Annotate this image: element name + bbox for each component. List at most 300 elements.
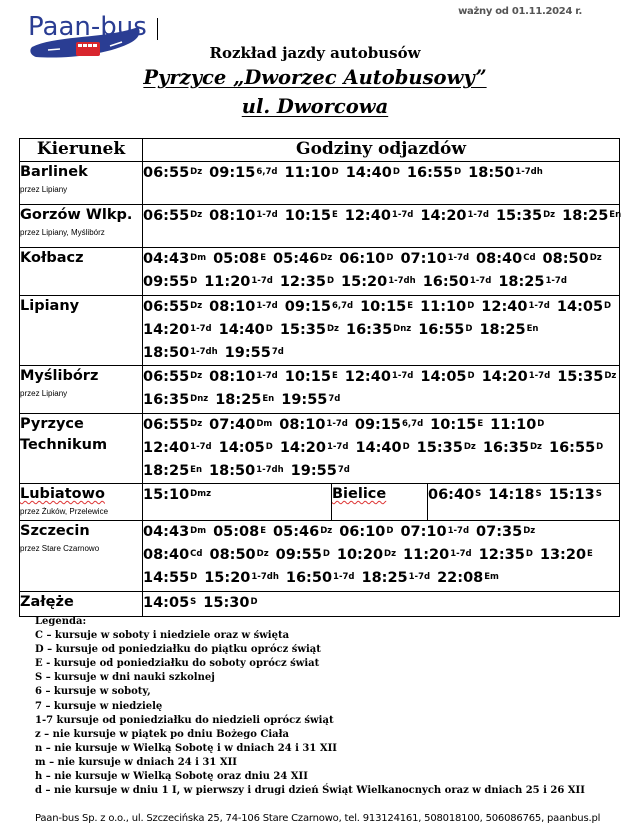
departure <box>143 271 197 294</box>
page-title: Rozkład jazdy autobusów <box>209 44 421 62</box>
departure <box>339 248 393 271</box>
departure-time: 18:25 <box>361 570 408 586</box>
departure <box>209 544 268 567</box>
departure-time: 15:30 <box>203 595 250 611</box>
station-name <box>0 66 630 89</box>
departure-code: Dz <box>190 167 203 177</box>
departure-code: D <box>190 572 198 582</box>
departure-code: D <box>250 597 258 607</box>
departure-code: 1-7d <box>326 442 349 452</box>
departure-code: 1-7dh <box>515 167 543 177</box>
direction-name-text: Lipiany <box>20 298 80 314</box>
departure-code: D <box>525 549 533 559</box>
departure-code: 1-7dh <box>251 572 279 582</box>
departure-code: Dz <box>589 253 602 263</box>
departure-time: 08:10 <box>209 299 256 315</box>
departure-code: E <box>331 371 338 381</box>
departure-code: En <box>262 394 275 404</box>
departure-time: 15:13 <box>548 487 595 503</box>
departure-time: 10:20 <box>336 547 384 563</box>
departure-code: 6,7d <box>256 167 278 177</box>
departure <box>203 592 257 615</box>
departure <box>286 567 355 590</box>
timetable-body <box>20 162 620 617</box>
table-row <box>20 162 620 205</box>
direction-name-text: Załęże <box>20 594 74 610</box>
departure <box>468 162 543 185</box>
departure-code: Cd <box>190 549 203 559</box>
station-name-text: Pyrzyce „Dworzec Autobusowy” <box>143 66 487 89</box>
direction-name-text: Pyrzyce <box>20 416 84 432</box>
times-line <box>143 437 619 460</box>
departure <box>420 366 474 389</box>
legend-item: n – nie kursuje w Wielką Sobotę i w dniach 24 i 31 XII <box>35 742 337 754</box>
departure-code: D <box>402 442 410 452</box>
legend-item: m – nie kursuje w dniach 24 i 31 XII <box>35 756 237 768</box>
departure-code: 7d <box>328 394 341 404</box>
direction-cell <box>20 484 143 521</box>
departure-time: 05:08 <box>213 251 260 267</box>
departure-code: D <box>465 324 473 334</box>
departure-time: 08:40 <box>476 251 523 267</box>
times-line <box>143 414 619 437</box>
departure-code: S <box>475 489 482 499</box>
departure <box>437 567 499 590</box>
departure-time: 04:43 <box>143 251 190 267</box>
times-cell <box>143 248 620 296</box>
departure-time: 12:35 <box>478 547 525 563</box>
legend-item: D – kursuje od poniedziałku do piątku oprócz świąt <box>35 644 321 656</box>
departure-time: 18:25 <box>498 274 545 290</box>
departure-code: 6,7d <box>402 419 424 429</box>
times-line <box>143 296 619 319</box>
departure <box>430 414 483 437</box>
departure <box>143 414 202 437</box>
departure-time: 06:55 <box>143 417 190 433</box>
departure-time: 18:25 <box>215 392 262 408</box>
departure-time: 16:50 <box>285 570 333 586</box>
direction-cell <box>20 162 143 205</box>
departure-code: 1-7d <box>251 276 273 286</box>
departure-code: 1-7d <box>528 371 551 381</box>
departure-code: E <box>260 253 267 263</box>
departure-time: 09:55 <box>275 547 322 563</box>
departure <box>481 296 550 319</box>
departure <box>280 271 334 294</box>
departure-code: Dz <box>384 549 397 559</box>
departure <box>476 521 535 544</box>
departure-time: 14:20 <box>279 440 326 456</box>
departure <box>400 248 469 271</box>
legend-item: 6 – kursuje w soboty, <box>35 686 151 698</box>
departure-time: 15:10 <box>143 487 190 503</box>
departure-time: 09:55 <box>143 274 190 290</box>
table-row <box>20 521 620 592</box>
direction-name <box>20 414 142 435</box>
legend-items <box>35 629 585 798</box>
departure <box>557 366 616 389</box>
departure-time: 11:10 <box>420 299 467 315</box>
departure <box>557 296 611 319</box>
direction-name <box>20 205 142 226</box>
departure-time: 18:25 <box>143 463 190 479</box>
departure-time: 09:15 <box>209 165 256 181</box>
table-row <box>20 592 620 617</box>
departure-code: E <box>587 549 593 559</box>
direction-name <box>20 248 142 269</box>
departure-time: 12:40 <box>481 299 528 315</box>
departure-time: 12:40 <box>344 208 391 224</box>
departure <box>339 521 393 544</box>
departure <box>483 437 542 460</box>
departure <box>285 205 338 228</box>
departure <box>423 271 492 294</box>
departure <box>361 567 430 590</box>
departure <box>209 296 278 319</box>
legend-item: E - kursuje od poniedziałku do soboty oprócz świat <box>35 658 320 670</box>
departure <box>209 205 278 228</box>
departure-time: 19:55 <box>281 392 328 408</box>
departure-time: 13:20 <box>539 547 587 563</box>
departure <box>562 205 621 228</box>
departure-time: 22:08 <box>437 570 484 586</box>
departure <box>291 460 350 483</box>
departure-time: 14:05 <box>420 369 467 385</box>
departure-time: 11:20 <box>204 274 251 290</box>
departure-time: 07:10 <box>400 251 447 267</box>
departure-code: 1-7d <box>391 371 414 381</box>
departure <box>143 567 197 590</box>
departure <box>209 414 272 437</box>
departure <box>280 319 339 342</box>
departure-time: 15:20 <box>204 570 251 586</box>
departure-code: 7d <box>271 347 284 357</box>
departure-code: Dz <box>543 210 556 220</box>
times-cell <box>143 484 332 521</box>
departure <box>143 460 202 483</box>
departure-time: 11:10 <box>284 165 331 181</box>
times-line <box>143 567 619 590</box>
departure <box>543 248 602 271</box>
departure-code: Dm <box>190 526 207 536</box>
departure-code: D <box>322 549 330 559</box>
departure-code: En <box>609 210 622 220</box>
departure <box>225 342 284 365</box>
departure <box>209 460 284 483</box>
direction-cell <box>332 484 428 521</box>
departure-time: 14:20 <box>143 322 190 338</box>
departure-time: 06:10 <box>339 524 386 540</box>
direction-via: przez Lipiany <box>20 389 68 398</box>
departure-time: 06:55 <box>143 208 190 224</box>
departure-code: E <box>331 210 338 220</box>
departure-code: Dz <box>190 371 203 381</box>
departure <box>346 162 400 185</box>
logo-text: Paan-bus <box>28 12 146 42</box>
table-row <box>20 484 620 521</box>
departure <box>482 366 551 389</box>
departure-code: Dz <box>523 526 536 536</box>
departure-code: 7d <box>337 465 350 475</box>
departure-code: E <box>477 419 484 429</box>
departure <box>273 248 332 271</box>
departure <box>549 484 602 507</box>
departure-time: 16:55 <box>549 440 596 456</box>
divider <box>157 18 158 40</box>
departure-time: 16:55 <box>406 165 454 181</box>
departure <box>213 521 266 544</box>
departure-time: 16:55 <box>418 322 465 338</box>
times-cell <box>143 592 620 617</box>
departure <box>143 296 202 319</box>
departure-code: Dz <box>326 324 339 334</box>
footer-contact: Paan-bus Sp. z o.o., ul. Szczecińska 25, 74-106 Stare Czarnowo, tel. 913124161, 508018100, 506086765, paanbus.pl <box>35 813 601 824</box>
departure-time: 08:10 <box>209 369 256 385</box>
departure-time: 15:20 <box>341 274 388 290</box>
departure-time: 05:46 <box>273 251 320 267</box>
departure-time: 15:35 <box>279 322 326 338</box>
departure-time: 09:15 <box>354 417 402 433</box>
departure <box>143 521 206 544</box>
departure-time: 18:25 <box>562 208 609 224</box>
departure-code: D <box>190 276 198 286</box>
departure-code: En <box>526 324 539 334</box>
departure-code: 1-7d <box>545 276 567 286</box>
direction-name-text: Kołbacz <box>20 250 84 266</box>
departure-code: Dz <box>463 442 476 452</box>
departure-time: 10:15 <box>284 208 331 224</box>
departure-time: 10:15 <box>284 369 331 385</box>
departure-code: Dz <box>320 253 333 263</box>
departure <box>476 248 535 271</box>
departure <box>360 296 413 319</box>
departure-code: Dz <box>190 210 203 220</box>
departure-time: 10:15 <box>360 299 407 315</box>
departure <box>403 544 472 567</box>
departure-time: 06:55 <box>143 299 190 315</box>
departure <box>428 484 481 507</box>
departure <box>143 592 196 615</box>
departure-code: D <box>604 301 612 311</box>
legend-item: C – kursuje w soboty i niedziele oraz w święta <box>35 630 290 642</box>
departure <box>213 248 266 271</box>
table-row <box>20 414 620 484</box>
departure-code: E <box>407 301 414 311</box>
valid-from: ważny od 01.11.2024 r. <box>458 6 582 17</box>
departure-time: 05:46 <box>273 524 320 540</box>
departure <box>488 484 541 507</box>
times-line <box>143 248 619 271</box>
times-line <box>143 544 619 567</box>
departure-code: Dz <box>256 549 269 559</box>
departure-code: Cd <box>523 253 536 263</box>
departure-time: 14:40 <box>218 322 265 338</box>
direction-via: przez Lipiany <box>20 185 68 194</box>
departure <box>479 544 533 567</box>
times-cell <box>143 296 620 366</box>
departure <box>276 544 330 567</box>
departure <box>490 414 544 437</box>
departure-time: 08:50 <box>209 547 256 563</box>
direction-name-text: Barlinek <box>20 164 88 180</box>
departure-code: S <box>535 489 542 499</box>
direction-name <box>20 162 142 183</box>
departure <box>280 437 349 460</box>
departure-time: 07:40 <box>209 417 256 433</box>
departure <box>204 567 279 590</box>
direction-name <box>20 296 142 317</box>
departure-time: 12:35 <box>279 274 326 290</box>
departure-time: 08:50 <box>542 251 589 267</box>
table-header <box>20 139 620 162</box>
times-line <box>143 389 619 412</box>
departure-code: Dnz <box>190 394 209 404</box>
departure-code: 1-7d <box>447 526 470 536</box>
departure-time: 14:05 <box>143 595 190 611</box>
departure-time: 18:50 <box>143 345 190 361</box>
departure <box>143 319 212 342</box>
col-direction-header: Kierunek <box>20 139 143 162</box>
departure-code: 1-7d <box>467 210 489 220</box>
departure <box>407 162 461 185</box>
departure-time: 06:55 <box>143 369 190 385</box>
legend <box>35 615 585 798</box>
departure-time: 08:40 <box>143 547 190 563</box>
departure <box>204 271 273 294</box>
departure-time: 16:35 <box>143 392 190 408</box>
departure-time: 05:08 <box>213 524 260 540</box>
street-name <box>0 95 630 118</box>
direction-name-text: Gorzów Wlkp. <box>20 207 133 223</box>
departure-time: 14:20 <box>481 369 528 385</box>
departure-time: 18:50 <box>209 463 256 479</box>
departure <box>281 389 340 412</box>
departure <box>143 437 212 460</box>
direction-name-text: Lubiatowo <box>20 486 105 502</box>
departure-time: 11:20 <box>403 547 450 563</box>
legend-item: z – nie kursuje w piątek po dniu Bożego Ciała <box>35 728 289 740</box>
departure-code: 1-7d <box>469 276 492 286</box>
departure-time: 14:18 <box>488 487 535 503</box>
times-line <box>143 366 619 389</box>
departure <box>209 366 278 389</box>
departure <box>549 437 603 460</box>
departure-code: D <box>392 167 400 177</box>
times-cell <box>428 484 620 521</box>
departure <box>345 205 414 228</box>
departure <box>285 366 338 389</box>
departure-code: D <box>331 167 339 177</box>
direction-name <box>20 592 142 613</box>
departure-code: D <box>467 301 475 311</box>
departure-code: 1-7dh <box>388 276 416 286</box>
departure-time: 16:50 <box>422 274 469 290</box>
departure-time: 18:50 <box>468 165 515 181</box>
departure-time: 14:05 <box>218 440 265 456</box>
departure <box>143 162 202 185</box>
departure-time: 14:40 <box>345 165 392 181</box>
times-cell <box>143 414 620 484</box>
departure-time: 14:55 <box>143 570 190 586</box>
legend-item: d – nie kursuje w dniu 1 I, w pierwszy i drugi dzień Świąt Wielkanocnych oraz w dniach 25 i 26 XII <box>35 785 585 797</box>
departure-code: Dmz <box>190 489 212 499</box>
departure-code: D <box>386 253 394 263</box>
departure-time: 12:40 <box>344 369 391 385</box>
departure-code: Dm <box>190 253 207 263</box>
departure <box>346 319 411 342</box>
direction-via: przez Żuków, Przelewice <box>20 507 109 516</box>
departure-time: 10:15 <box>430 417 477 433</box>
departure <box>420 205 489 228</box>
departure-code: D <box>265 442 273 452</box>
departure-time: 15:35 <box>416 440 463 456</box>
departure <box>345 366 414 389</box>
departure-code: D <box>265 324 273 334</box>
legend-item: h – nie kursuje w Wielką Sobotę oraz dniu 24 XII <box>35 771 308 783</box>
times-line <box>143 162 619 185</box>
times-line <box>143 484 331 507</box>
timetable <box>19 138 620 617</box>
departure-code: 1-7d <box>256 371 278 381</box>
departure-time: 15:35 <box>557 369 604 385</box>
direction-cell <box>20 366 143 414</box>
departure-code: 1-7d <box>190 442 212 452</box>
times-cell <box>143 205 620 248</box>
departure <box>143 366 202 389</box>
direction-name-text: Szczecin <box>20 523 90 539</box>
direction-cell <box>20 414 143 484</box>
direction-cell <box>20 205 143 248</box>
direction-cell <box>20 521 143 592</box>
legend-item: S – kursuje w dni nauki szkolnej <box>35 672 215 684</box>
table-row <box>20 248 620 296</box>
departure-code: Dz <box>320 526 333 536</box>
departure-time: 15:35 <box>495 208 543 224</box>
departure-time: 08:10 <box>209 208 256 224</box>
legend-title: Legenda: <box>35 616 87 627</box>
departure-code: Dz <box>190 301 203 311</box>
departure-time: 14:40 <box>355 440 402 456</box>
departure <box>273 521 332 544</box>
departure-code: 1-7d <box>408 572 431 582</box>
departure-time: 09:15 <box>284 299 331 315</box>
departure-time: 06:10 <box>339 251 386 267</box>
direction-name-line2: Technikum <box>20 437 108 453</box>
departure-time: 06:55 <box>143 165 190 181</box>
departure-code: D <box>537 419 545 429</box>
departure-time: 04:43 <box>143 524 190 540</box>
direction-via: przez Lipiany, Myślibórz <box>20 228 105 237</box>
times-line <box>143 319 619 342</box>
departure-code: 1-7d <box>447 253 470 263</box>
departure-code: D <box>596 442 604 452</box>
times-line <box>143 271 619 294</box>
departure-time: 14:05 <box>556 299 604 315</box>
departure-code: S <box>595 489 602 499</box>
table-row <box>20 205 620 248</box>
departure <box>479 319 538 342</box>
direction-name <box>332 484 427 505</box>
departure <box>219 437 273 460</box>
departure-code: D <box>326 276 335 286</box>
departure <box>285 296 353 319</box>
departure-time: 06:40 <box>428 487 475 503</box>
times-line <box>143 460 619 483</box>
departure-code: 1-7d <box>528 301 550 311</box>
departure <box>337 544 396 567</box>
departure-time: 07:10 <box>400 524 447 540</box>
departure <box>355 414 423 437</box>
